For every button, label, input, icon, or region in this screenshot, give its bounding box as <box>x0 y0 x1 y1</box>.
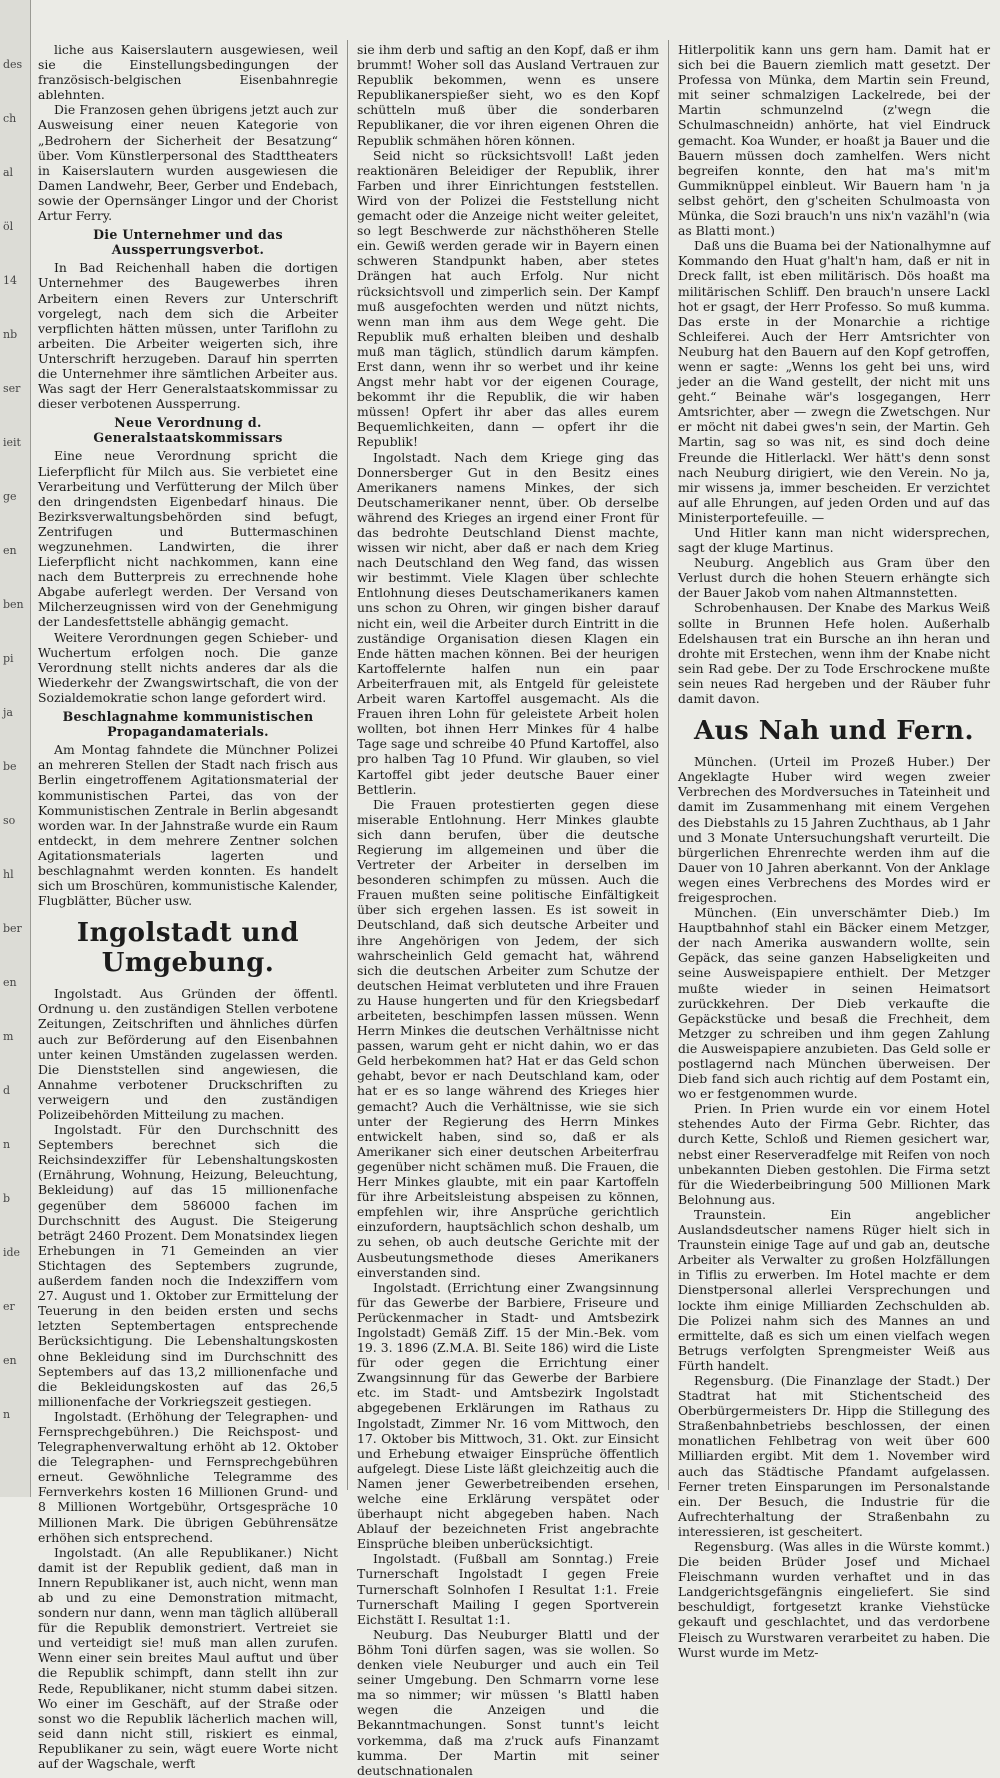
article-paragraph: Regensburg. (Was alles in die Würste kommt.) Die beiden Brüder Josef und Michael Fleischmann wurden verhaftet und in das Landgerichtsgefängnis eingeliefert. Sie sind beschuldigt, fortgesetzt kranke Viehstücke gekauft und geschlachtet, und das verdorbene Fleisch zu Wurstwaren verarbeitet zu haben. Die Wurst wurde im Metz- <box>678 1539 990 1660</box>
edge-fragment: nb <box>3 328 18 341</box>
article-paragraph: Und Hitler kann man nicht widersprechen, sagt der kluge Martinus. <box>678 525 990 556</box>
article-paragraph: München. (Urteil im Prozeß Huber.) Der Angeklagte Huber wird wegen zweier Verbrechen des Mordversuches in Tateinheit und damit im Zusammenhang mit einem Vergehen des Diebstahls zu 15 Jahren Zuchthaus, ab 1 Jahr und 3 Monate Untersuchungshaft verurteilt. Die bürgerlichen Ehrenrechte werden ihm auf die Dauer von 10 Jahren aberkannt. Von der Anklage wegen eines Verbrechens des Mordes wird er freigesprochen. <box>678 754 990 905</box>
article-paragraph: Am Montag fahndete die Münchner Polizei an mehreren Stellen der Stadt nach frisch aus Berlin eingetroffenem Agitationsmaterial der kommunistischen Partei, das von der Kommunistischen Zentrale in Berlin abgesandt worden war. In der Jahnstraße wurde ein Raum entdeckt, in dem mehrere Zentner solchen Agitationsmaterials lagerten und beschlagnahmt werden konnten. Es handelt sich um Broschüren, kommunistische Kalender, Flugblätter, Bücher usw. <box>38 742 338 909</box>
article-paragraph: Ingolstadt. Für den Durchschnitt des Septembers berechnet sich die Reichsindexziffer für Lebenshaltungskosten (Ernährung, Wohnung, Heizung, Beleuchtung, Bekleidung) auf das 15 millionenfache gegenüber dem 586000 fachen im Durchschnitt des August. Die Steigerung beträgt 2460 Prozent. Dem Monatsindex liegen Erhebungen in 71 Gemeinden an vier Stichtagen des Septembers zugrunde, außerdem fanden noch die Indexziffern vom 27. August und 1. Oktober zur Ermittelung der Teuerung in den beiden ersten und sechs letzten Septembertagen entsprechende Berücksichtigung. Die Lebenshaltungskosten ohne Bekleidung sind im Durchschnitt des Septembers auf das 13,2 millionenfache und die Bekleidungskosten auf das 26,5 millionenfache der Vorkriegszeit gestiegen. <box>38 1122 338 1409</box>
article-paragraph: Ingolstadt. (Fußball am Sonntag.) Freie Turnerschaft Ingolstadt I gegen Freie Turnerschaft Solnhofen I Resultat 1:1. Freie Turnerschaft Mailing I gegen Sportverein Eichstätt I. Resultat 1:1. <box>357 1551 659 1627</box>
edge-fragment: ieit <box>3 436 21 449</box>
edge-fragment: ch <box>3 112 17 125</box>
article-paragraph: Hitlerpolitik kann uns gern ham. Damit hat er sich bei die Bauern ziemlich matt gesetzt. Der Professa von Münka, dem Martin sein Freund, mit seiner schmalzigen Lackelrede, bei der Martin schmunzelnd (z'wegn die Schulmaschneidn) anhörte, hat viel Eindruck gemacht. Koa Wunder, er hoaßt ja Bauer und die Bauern müssen doch zamhelfen. Wers nicht begreifen konnte, den hat ma's mit'm Gummiknüppel einbleut. Wir Bauern ham 'n ja selbst gehört, den g'scheiten Schulmoasta von Münka, die Sozi brauch'n uns nix'n vazähl'n (wia as Blatti mont.) <box>678 42 990 239</box>
edge-fragment: öl <box>3 220 14 233</box>
edge-fragment: ja <box>3 706 13 719</box>
article-paragraph: Traunstein. Ein angeblicher Auslandsdeutscher namens Rüger hielt sich in Traunstein einige Tage auf und gab an, deutsche Arbeiter als Verwalter zu großen Holzfällungen in Tiflis zu erwerben. Im Hotel machte er dem Dienstpersonal allerlei Versprechungen und lockte ihm einige Milliarden Zechschulden ab. Die Polizei nahm sich des Mannes an und ermittelte, daß es sich um einen vielfach wegen Betrugs verfolgten Sprengmeister Weiß aus Fürth handelt. <box>678 1206 990 1373</box>
edge-fragment: n <box>3 1138 11 1151</box>
edge-fragment: 14 <box>3 274 17 287</box>
article-heading: Beschlagnahme kommunistischen Propagandamaterials. <box>62 709 314 740</box>
article-paragraph: sie ihm derb und saftig an den Kopf, daß er ihm brummt! Woher soll das Ausland Vertrauen zur Republik bekommen, wenn es unsere Republikanerspießer sieht, wo es den Kopf schütteln muß über die sonderbaren Republikaner, die vor ihren eigenen Ohren die Republik schmähen hören können. <box>357 42 659 148</box>
article-paragraph: Schrobenhausen. Der Knabe des Markus Weiß sollte in Brunnen Hefe holen. Außerhalb Edelshausen trat ein Bursche an ihn heran und drohte mit Erstechen, wenn ihm der Knabe nicht sein Rad gebe. Der zu Tode Erschrockene mußte sein neues Rad hergeben und der Räuber fuhr damit davon. <box>678 600 990 707</box>
edge-fragment: ide <box>3 1246 21 1259</box>
edge-fragment: ber <box>3 922 22 935</box>
edge-fragment: ge <box>3 490 17 503</box>
article-paragraph: Regensburg. (Die Finanzlage der Stadt.) Der Stadtrat hat mit Stichentscheid des Oberbürgermeisters Dr. Hipp die Stillegung des Straßenbahnbetriebs beschlossen, der einen monatlichen Fehlbetrag von weit über 600 Milliarden ergibt. Mit dem 1. November wird auch das Städtische Pfandamt aufgelassen. Ferner treten Einsparungen im Personalstande ein. Der Besuch, die Industrie für die Aufrechterhaltung der Straßenbahn zu interessieren, ist gescheitert. <box>678 1372 990 1539</box>
edge-fragment: so <box>3 814 16 827</box>
edge-fragment: en <box>3 1354 17 1367</box>
article-paragraph: Prien. In Prien wurde ein vor einem Hotel stehendes Auto der Firma Gebr. Richter, das durch Kette, Schloß und Riemen gesichert war, nebst einer Reserveradfelge mit Reifen von noch unbekannten Dieben gestohlen. Die Firma setzt für die Wiederbeibringung 500 Millionen Mark Belohnung aus. <box>678 1101 990 1207</box>
edge-fragment: en <box>3 544 17 557</box>
article-paragraph: München. (Ein unverschämter Dieb.) Im Hauptbahnhof stahl ein Bäcker einem Metzger, der nach Amerika auswandern wollte, sein Gepäck, das seine ganzen Habseligkeiten und seine Ausweispapiere enthielt. Der Metzger mußte wieder in seinen Heimatsort zurückkehren. Der Dieb verkaufte die Gepäckstücke und besaß die Frechheit, dem Metzger zu schreiben und ihm gegen Zahlung die Ausweispapiere anzubieten. Das Geld solle er postlagernd nach München überweisen. Der Dieb fand sich auch richtig auf dem Postamt ein, wo er festgenommen wurde. <box>678 905 990 1102</box>
edge-fragment: er <box>3 1300 15 1313</box>
article-paragraph: liche aus Kaiserslautern ausgewiesen, weil sie die Einstellungsbedingungen der französisch-belgischen Eisenbahnregie ablehnten. <box>38 42 338 103</box>
article-paragraph: Die Frauen protestierten gegen diese miserable Entlohnung. Herr Minkes glaubte sich dann berufen, über die deutsche Regierung im allgemeinen und über die Vertreter der Arbeiter in derselben im besonderen schimpfen zu müssen. Auch die Frauen mußten seine politische Einfältigkeit über sich ergehen lassen. Es ist soweit in Deutschland, daß sich deutsche Arbeiter und ihre Angehörigen von Jedem, der sich wahrscheinlich Geld gemacht hat, während sich die deutschen Arbeiter zum Schutze der deutschen Heimat verbluteten und ihre Frauen zu Hause hungerten und für den Kriegsbedarf arbeiteten, beschimpfen lassen müssen. Wenn Herrn Minkes die deutschen Verhältnisse nicht passen, warum geht er nicht dahin, wo er das Geld herbekommen hat? Hat er das Geld schon gehabt, bevor er nach Deutschland kam, oder hat er es so lange während des Krieges hier gemacht? Auch die Verhältnisse, wie sie sich unter der Regierung des Herrn Minkes entwickelt haben, sind so, daß er als Amerikaner sich einer deutschen Arbeiterfrau gegenüber nicht schämen muß. Die Frauen, die Herr Minkes glaubte, mit ein paar Kartoffeln für ihre Arbeitsleistung abspeisen zu können, empfehlen wir, ihre Ansprüche gerichtlich einzufordern, hauptsächlich schon deshalb, um zu sehen, ob auch deutsche Gerichte mit der Ausbeutungsmethode dieses Amerikaners einverstanden sind. <box>357 796 659 1280</box>
column-rule <box>668 40 669 1490</box>
article-paragraph: Neuburg. Angeblich aus Gram über den Verlust durch die hohen Steuern erhängte sich der Bauer Jakob vom nahen Altmannstetten. <box>678 555 990 601</box>
column-rule <box>347 40 348 1490</box>
article-paragraph: Ingolstadt. Nach dem Kriege ging das Donnersberger Gut in den Besitz eines Amerikaners namens Minkes, der sich Deutschamerikaner nennt, über. Ob derselbe während des Krieges an irgend einer Front für das bedrohte Deutschland Dienst machte, wissen wir nicht, aber daß er nach dem Krieg nach Deutschland den Weg fand, das wissen wir bestimmt. Viele Klagen über schlechte Entlohnung dieses Deutschamerikaners kamen uns schon zu Ohren, wir gingen bisher darauf nicht ein, weil die Arbeiter durch Eintritt in die zuständige Organisation diesen Klagen ein Ende hätten machen können. Bei der heurigen Kartoffelernte halfen nun ein paar Arbeiterfrauen mit, als Entgeld für geleistete Arbeit waren Kartoffel ausgemacht. Als die Frauen ihren Lohn für geleistete Arbeit holen wollten, bot ihnen Herr Minkes für 4 halbe Tage sage und schreibe 40 Pfund Kartoffel, also pro halben Tag 10 Pfund. Wir glauben, so viel Kartoffel gibt jeder deutsche Bauer einer Bettlerin. <box>357 449 659 797</box>
edge-fragment: be <box>3 760 17 773</box>
column-1 <box>38 42 338 1772</box>
article-paragraph: Seid nicht so rücksichtsvoll! Laßt jeden reaktionären Beleidiger der Republik, ihrer Farben und ihrer Einrichtungen feststellen. Wird von der Polizei die Feststellung nicht gemacht oder die Anzeige nicht weiter geleitet, so legt Beschwerde zur nächsthöheren Stelle ein. Gewiß werden gerade wir in Bayern einen schweren Standpunkt haben, aber stetes Drängen hat auch Erfolg. Nur nicht rücksichtsvoll und zimperlich sein. Der Kampf muß ausgefochten werden und nützt nichts, wenn man ihm aus dem Wege geht. Die Republik muß erhalten bleiben und deshalb muß man täglich, stündlich darum kämpfen. Erst dann, wenn ihr so werbet und ihr keine Angst mehr habt vor der eigenen Courage, bekommt ihr die Republik, die wir haben müssen! Opfert ihr aber das alles eurem Bequemlichkeiten, dann — opfert ihr die Republik! <box>357 147 659 450</box>
section-heading: Aus Nah und Fern. <box>693 716 975 747</box>
article-heading: Neue Verordnung d. Generalstaatskommissars <box>93 415 283 446</box>
article-paragraph: Ingolstadt. (Erhöhung der Telegraphen- und Fernsprechgebühren.) Die Reichspost- und Telegraphenverwaltung erhöht ab 12. Oktober die Telegraphen- und Fernsprechgebühren erneut. Gewöhnliche Telegramme des Fernverkehrs kosten 16 Millionen Grund- und 8 Millionen Wortgebühr, Ortsgespräche 10 Millionen Mark. Die übrigen Gebührensätze erhöhen sich entsprechend. <box>38 1408 338 1545</box>
section-heading: Ingolstadt und Umgebung. <box>76 918 300 979</box>
edge-fragment: ben <box>3 598 24 611</box>
article-paragraph: Ingolstadt. (An alle Republikaner.) Nicht damit ist der Republik gedient, daß man in Innern Republikaner ist, auch nicht, wenn man ab und zu eine Demonstration mitmacht, sondern nur dann, wenn man täglich allüberall für die Republik demonstriert. Vertreiet sie und verteidigt sie! muß man allen zurufen. Wenn einer sein breites Maul auftut und über die Republik schimpft, dann stellt ihn zur Rede, Republikaner, nicht stumm dabei sitzen. Wo einer im Geschäft, auf der Straße oder sonst wo die Republik lächerlich machen will, seid dann nicht still, riskiert es einmal, Republikaner zu sein, wägt euere Worte nicht auf der Wagschale, werft <box>38 1544 338 1772</box>
edge-fragment: des <box>3 58 23 71</box>
article-paragraph: Die Franzosen gehen übrigens jetzt auch zur Ausweisung einer neuen Kategorie von „Bedrohern der Sicherheit der Besatzung“ über. Vom Künstlerpersonal des Stadttheaters in Kaiserslautern wurden ausgewiesen die Damen Landwehr, Beer, Gerber und Endebach, sowie der Opernsänger Lingor und der Chorist Artur Ferry. <box>38 102 338 224</box>
edge-fragment: m <box>3 1030 14 1043</box>
edge-fragment: b <box>3 1192 11 1205</box>
article-paragraph: In Bad Reichenhall haben die dortigen Unternehmer des Baugewerbes ihren Arbeitern einen Revers zur Unterschrift vorgelegt, nach dem sich die Arbeiter verpflichten hätten müssen, unter Tariflohn zu arbeiten. Die Arbeiter weigerten sich, ihre Unterschrift herzugeben. Darauf hin sperrten die Unternehmer ihre sämtlichen Arbeiter aus. Was sagt der Herr Generalstaatskommissar zu dieser verbotenen Aussperrung. <box>38 260 338 412</box>
edge-fragment: en <box>3 976 17 989</box>
article-paragraph: Neuburg. Das Neuburger Blattl und der Böhm Toni dürfen sagen, was sie wollen. So denken viele Neuburger und auch ein Teil seiner Umgebung. Den Schmarrn vorne lese ma so nimmer; wir müssen 's Blattl haben wegen die Anzeigen und die Bekanntmachungen. Sonst tunnt's leicht vorkemma, daß ma z'ruck aufs Finanzamt kumma. Der Martin mit seiner deutschnationalen <box>357 1626 659 1778</box>
edge-fragment: hl <box>3 868 14 881</box>
column-2 <box>357 42 659 1778</box>
edge-fragment: pi <box>3 652 14 665</box>
article-paragraph: Eine neue Verordnung spricht die Lieferpflicht für Milch aus. Sie verbietet eine Verarbeitung und Verfütterung der Milch über den dringendsten Eigenbedarf hinaus. Die Bezirksverwaltungsbehörden sind befugt, Zentrifugen und Buttermaschinen wegzunehmen. Landwirten, die ihrer Lieferpflicht nicht nachkommen, kann eine nach dem Butterpreis zu errechnende hohe Abgabe auferlegt werden. Der Versand von Milcherzeugnissen wird von der Genehmigung der Landesfettstelle abhängig gemacht. <box>38 448 338 630</box>
edge-fragment: n <box>3 1408 11 1421</box>
article-paragraph: Daß uns die Buama bei der Nationalhymne auf Kommando den Huat g'halt'n ham, daß er nit in Dreck fallt, ist eben militärisch. Dös hoaßt ma militärischen Schliff. Den brauch'n unsere Lackl hot er gsagt, der Herr Professo. So muß kumma. Das erste in der Monarchie a richtige Schleiferei. Auch der Herr Amtsrichter von Neuburg hat den Bauern auf den Kopf getroffen, wenn er sagte: „Wenns los geht bei uns, wird jeder an die Wand gestellt, der nicht mit uns geht.“ Beinahe wär's losgegangen, Herr Amtsrichter, aber — zwegn die Zwetschgen. Nur er möcht nit dabei gwes'n sein, der Martin. Geh Martin, sag so was nit, es sind doch deine Freunde die Hitlerlackl. Wer hätt's denn sonst nach Neuburg dirigiert, wie den Verein. No ja, mir wissens ja, immer bescheiden. Er verzichtet auf alle Ehrungen, auf jeden Orden und auf das Ministerportefeuille. — <box>678 238 990 525</box>
article-paragraph: Ingolstadt. Aus Gründen der öffentl. Ordnung u. den zuständigen Stellen verbotene Zeitungen, Zeitschriften und ähnliches dürfen auch zur Beförderung auf den Eisenbahnen unter keinen Umständen zugelassen werden. Die Dienststellen sind angewiesen, die Annahme verbotener Druckschriften zu verweigern und den zuständigen Polizeibehörden Mitteilung zu machen. <box>38 986 338 1122</box>
article-paragraph: Weitere Verordnungen gegen Schieber- und Wuchertum erfolgen noch. Die ganze Verordnung stellt nichts anderes dar als die Wiederkehr der Zwangswirtschaft, die von der Sozialdemokratie schon lange gefordert wird. <box>38 629 338 705</box>
previous-page-edge <box>0 0 31 1497</box>
article-heading: Die Unternehmer und das Aussperrungsverbot. <box>93 227 283 258</box>
edge-fragment: al <box>3 166 14 179</box>
edge-fragment: d <box>3 1084 11 1097</box>
column-3 <box>678 42 990 1660</box>
article-paragraph: Ingolstadt. (Errichtung einer Zwangsinnung für das Gewerbe der Barbiere, Friseure und Perückenmacher in Stadt- und Amtsbezirk Ingolstadt) Gemäß Ziff. 15 der Min.-Bek. vom 19. 3. 1896 (Z.M.A. Bl. Seite 186) wird die Liste für oder gegen die Errichtung einer Zwangsinnung für das Gewerbe der Barbiere etc. im Stadt- und Amtsbezirk Ingolstadt abgegebenen Erklärungen im Rathaus zu Ingolstadt, Zimmer Nr. 16 vom Mittwoch, den 17. Oktober bis Mittwoch, 31. Okt. zur Einsicht und Erhebung etwaiger Einsprüche öffentlich aufgelegt. Diese Liste läßt gleichzeitig auch die Namen jener Gewerbetreibenden ersehen, welche eine Erklärung verspätet oder überhaupt nicht abgegeben haben. Nach Ablauf der bezeichneten Frist angebrachte Einsprüche bleiben unberücksichtigt. <box>357 1279 659 1552</box>
edge-fragment: ser <box>3 382 21 395</box>
